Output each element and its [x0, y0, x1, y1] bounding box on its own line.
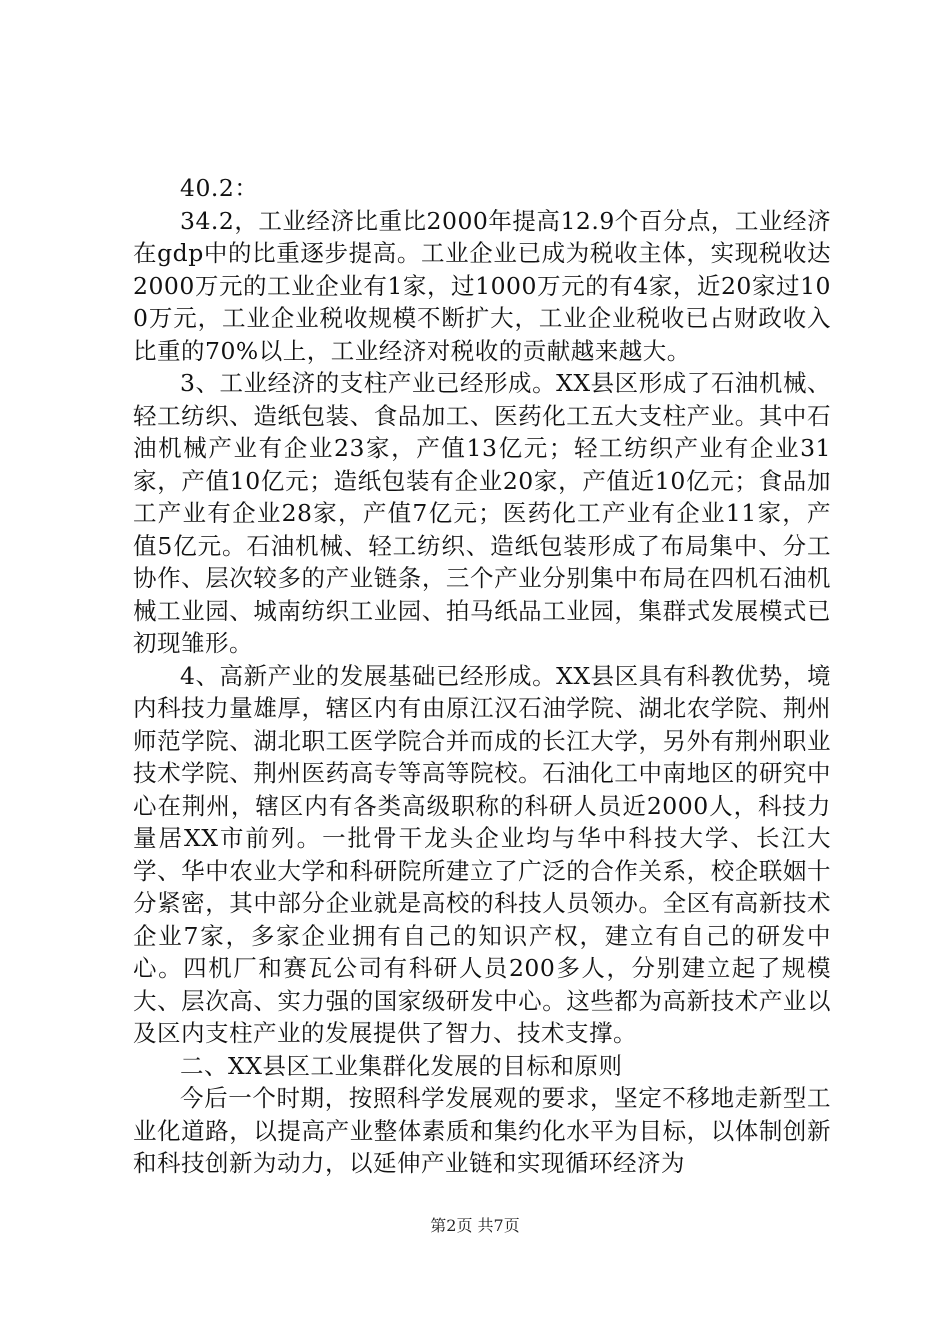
page-footer: 第2页 共7页	[430, 1216, 520, 1235]
paragraph-1: 40.2：	[180, 174, 259, 202]
paragraph-4: 4、高新产业的发展基础已经形成。XX县区具有科教优势，境内科技力量雄厚，辖区内有由原江汉石油学院、湖北农学院、荆州师范学院、湖北职工医学院合并而成的长江大学，另外有荆州职业技术学院、荆州医药高专等高等院校。石油化工中南地区的研究中心在荆州，辖区内有各类高级职称的科研人员近2000人，科技力量居XX市前列。一批骨干龙头企业均与华中科技大学、长江大学、华中农业大学和科研院所建立了广泛的合作关系，校企联姻十分紧密，其中部分企业就是高校的科技人员领办。全区有高新技术企业7家，多家企业拥有自己的知识产权，建立有自己的研发中心。四机厂和赛瓦公司有科研人员200多人，分别建立起了规模大、层次高、实力强的国家级研发中心。这些都为高新技术产业以及区内支柱产业的发展提供了智力、技术支撑。	[133, 661, 831, 1047]
section-heading: 二、XX县区工业集群化发展的目标和原则	[180, 1051, 623, 1080]
paragraph-2: 34.2，工业经济比重比2000年提高12.9个百分点，工业经济在gdp中的比重逐步提高。工业企业已成为税收主体，实现税收达2000万元的工业企业有1家，过1000万元的有4家，近20家过100万元，工业企业税收规模不断扩大，工业企业税收已占财政收入比重的70%以上，工业经济对税收的贡献越来越大。	[133, 206, 831, 365]
paragraph-3: 3、工业经济的支柱产业已经形成。XX县区形成了石油机械、轻工纺织、造纸包装、食品加工、医药化工五大支柱产业。其中石油机械产业有企业23家，产值13亿元；轻工纺织产业有企业31家，产值10亿元；造纸包装有企业20家，产值近10亿元；食品加工产业有企业28家，产值7亿元；医药化工产业有企业11家，产值5亿元。石油机械、轻工纺织、造纸包装形成了布局集中、分工协作、层次较多的产业链条，三个产业分别集中布局在四机石油机械工业园、城南纺织工业园、拍马纸品工业园，集群式发展模式已初现雏形。	[133, 369, 831, 657]
paragraph-5: 今后一个时期，按照科学发展观的要求，坚定不移地走新型工业化道路，以提高产业整体素质和集约化水平为目标，以体制创新和科技创新为动力，以延伸产业链和实现循环经济为	[133, 1084, 831, 1177]
document-body	[133, 172, 831, 1180]
